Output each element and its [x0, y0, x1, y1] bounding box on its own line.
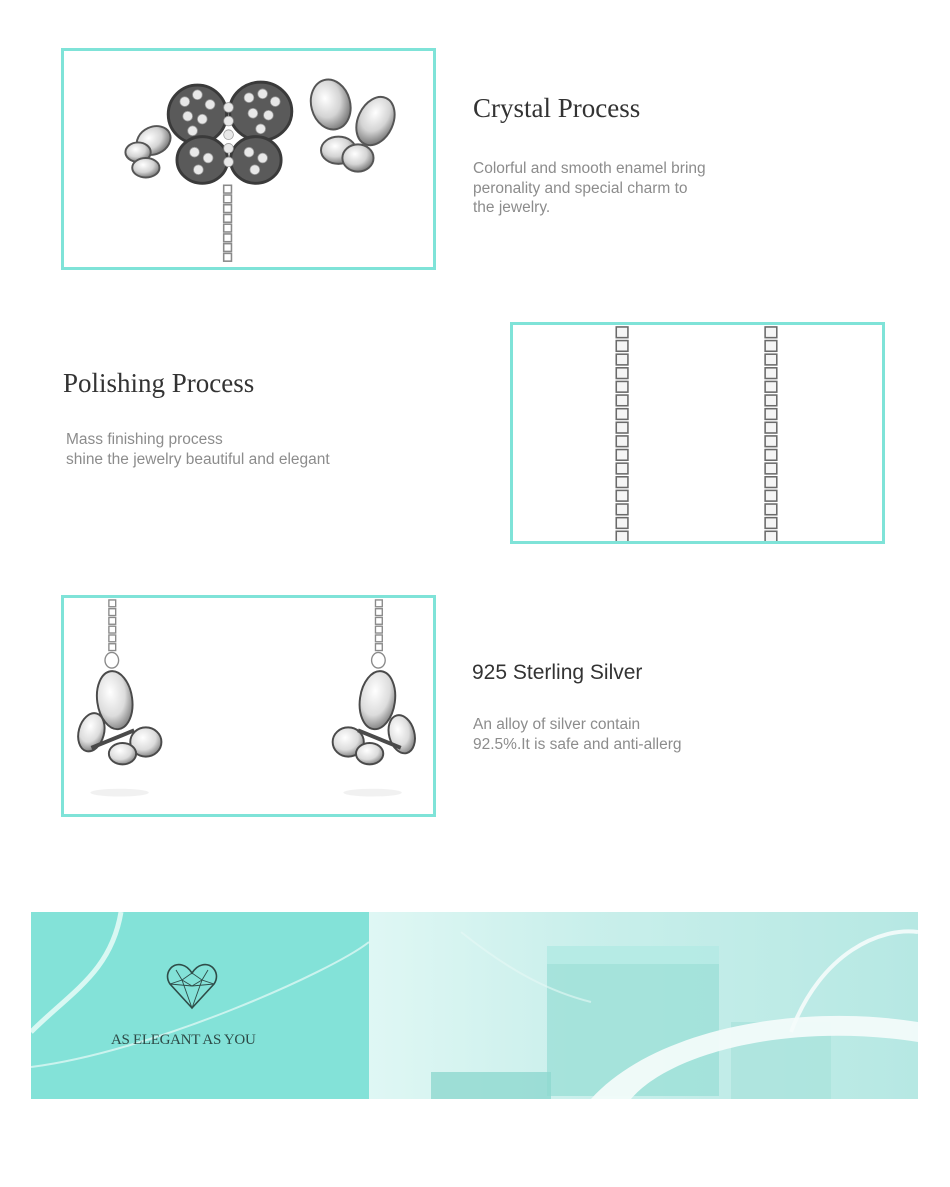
crystal-process-description	[473, 159, 706, 218]
banner-decoration	[31, 912, 918, 1099]
polishing-process-image-frame	[510, 322, 885, 544]
polishing-process-title: Polishing Process	[63, 368, 255, 398]
sterling-silver-image-frame	[61, 595, 436, 817]
description-line: An alloy of silver contain	[473, 716, 641, 733]
description-line: 92.5%.It is safe and anti-allerg	[473, 735, 682, 753]
butterfly-cluster-pendant-image	[64, 51, 433, 267]
description-line: peronality and special charm to	[473, 179, 688, 197]
banner-tagline: AS ELEGANT AS YOU	[111, 1032, 256, 1048]
polishing-process-description	[66, 430, 330, 469]
description-line: Colorful and smooth enamel bring	[473, 160, 706, 177]
description-line: the jewelry.	[473, 199, 551, 216]
heart-gem-icon	[166, 962, 218, 1010]
crystal-process-image-frame	[61, 48, 436, 270]
description-line: Mass finishing process	[66, 431, 223, 448]
sterling-silver-title: 925 Sterling Silver	[472, 661, 643, 684]
sterling-silver-description	[473, 715, 682, 754]
brand-banner	[31, 912, 918, 1099]
description-line: shine the jewelry beautiful and elegant	[66, 450, 330, 468]
box-chain-closeup-image	[513, 325, 882, 541]
crystal-process-title: Crystal Process	[473, 93, 641, 123]
butterfly-drop-earrings-image	[64, 598, 433, 814]
